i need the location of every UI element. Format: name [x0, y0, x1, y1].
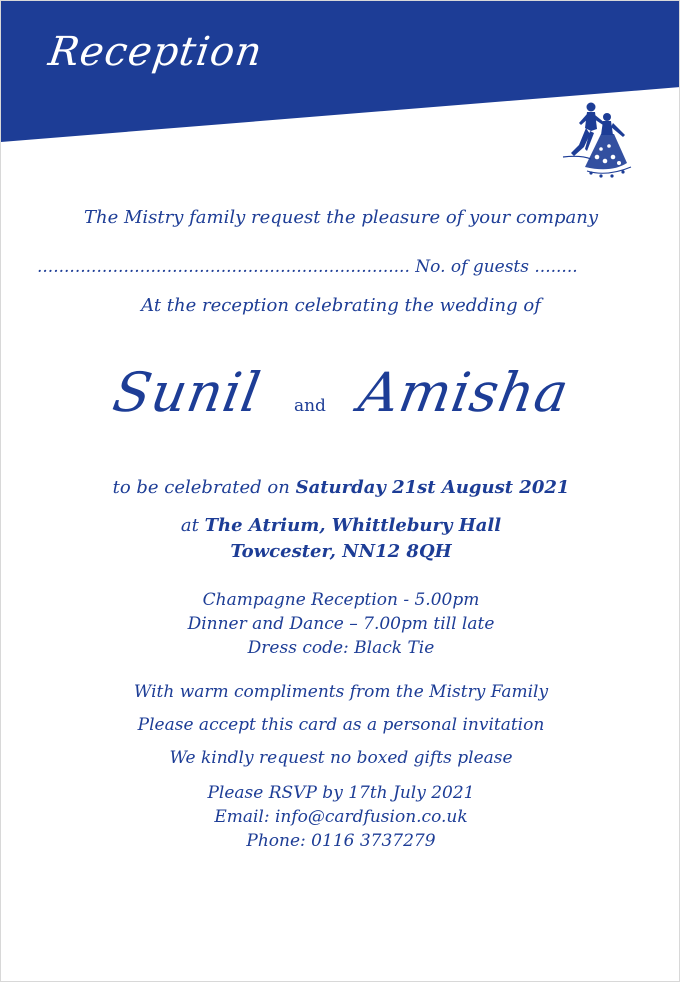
venue-name: The Atrium, Whittlebury Hall [204, 515, 502, 536]
couple-names [1, 361, 680, 424]
bride-name: Amisha [354, 361, 574, 424]
compliments-line: With warm compliments from the Mistry Family [133, 682, 549, 702]
reception-line: At the reception celebrating the wedding of [141, 295, 541, 316]
venue-town: Towcester, NN12 8QH [230, 541, 452, 562]
champagne-time: Champagne Reception - 5.00pm [202, 590, 480, 610]
rsvp-deadline: Please RSVP by 17th July 2021 [207, 783, 475, 803]
rsvp-phone: Phone: 0116 3737279 [246, 831, 436, 851]
no-gifts-line: We kindly request no boxed gifts please [169, 748, 513, 768]
event-date: Saturday 21st August 2021 [295, 477, 570, 498]
date-prefix: to be celebrated on [112, 477, 290, 498]
and-word: and [293, 396, 326, 416]
card-title: Reception [45, 29, 266, 75]
personal-invitation-line: Please accept this card as a personal invitation [137, 715, 545, 735]
request-line: The Mistry family request the pleasure of your company [83, 207, 599, 228]
date-line [1, 477, 680, 498]
dancing-couple-icon [541, 101, 637, 181]
groom-name: Sunil [108, 361, 266, 424]
dress-code: Dress code: Black Tie [247, 638, 435, 658]
guests-field: ..................................................................... No. of guests ........ [37, 257, 578, 277]
venue-prefix: at [180, 515, 199, 536]
rsvp-email: Email: info@cardfusion.co.uk [214, 807, 468, 827]
dinner-time: Dinner and Dance – 7.00pm till late [187, 614, 495, 634]
venue-line [1, 515, 680, 536]
